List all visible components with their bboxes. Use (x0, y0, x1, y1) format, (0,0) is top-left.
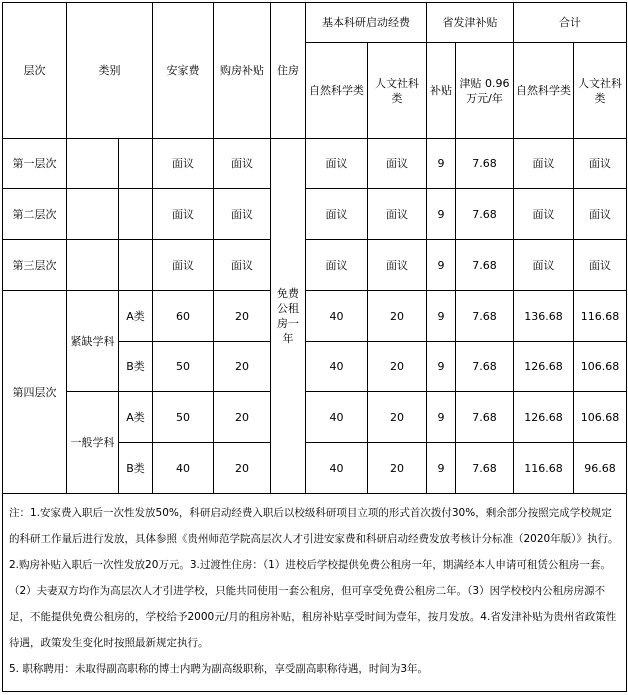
subsidy-value: 9 (427, 443, 456, 494)
class-cell (119, 240, 153, 291)
subsidy-value: 9 (427, 139, 456, 189)
category-cell (67, 139, 119, 189)
subject-group-label: 紧缺学科 (67, 291, 119, 392)
total-humanities-value: 106.68 (574, 342, 627, 392)
header-residence: 住房 (271, 3, 306, 139)
total-humanities-value: 106.68 (574, 392, 627, 443)
header-provincial-subsidy: 省发津补贴 (427, 3, 514, 43)
class-label: A类 (119, 392, 153, 443)
total-natural-value: 116.68 (514, 443, 574, 494)
subsidy-value: 9 (427, 392, 456, 443)
settle-fee-value: 50 (153, 392, 214, 443)
header-startup-natural: 自然科学类 (306, 43, 368, 139)
total-natural-value: 126.68 (514, 392, 574, 443)
startup-humanities-value: 20 (368, 342, 427, 392)
class-label: B类 (119, 342, 153, 392)
settle-fee-value: 面议 (153, 189, 214, 240)
allowance-value: 7.68 (456, 443, 514, 494)
table-row (3, 139, 627, 189)
level-label: 第四层次 (3, 291, 67, 494)
settle-fee-value: 面议 (153, 139, 214, 189)
allowance-value: 7.68 (456, 342, 514, 392)
allowance-value: 7.68 (456, 240, 514, 291)
header-allowance: 津贴 0.96 万元/年 (456, 43, 514, 139)
total-humanities-value: 面议 (574, 240, 627, 291)
total-humanities-value: 116.68 (574, 291, 627, 342)
startup-humanities-value: 面议 (368, 189, 427, 240)
total-humanities-value: 面议 (574, 139, 627, 189)
allowance-value: 7.68 (456, 392, 514, 443)
notes-row (3, 494, 627, 692)
header-total: 合计 (514, 3, 627, 43)
startup-natural-value: 面议 (306, 139, 368, 189)
residence-note: 免费公租房一年 (271, 139, 306, 494)
settle-fee-value: 50 (153, 342, 214, 392)
category-cell (67, 189, 119, 240)
total-natural-value: 面议 (514, 189, 574, 240)
allowance-value: 7.68 (456, 291, 514, 342)
recruitment-treatment-sheet (2, 2, 626, 692)
notes-paragraph: 注：1.安家费入职后一次性发放50%，科研启动经费入职后以校级科研项目立项的形式首次拨付30%，剩余部分按照完成学校规定的科研工作量后进行发放，具体参照《贵州师范学院高层次人才引进安家费和科研启动经费发放考核计分标准（2020年版）》执行。2.购房补贴入职后一次性发放20万元。3.过渡性住房：（1）进校后学校提供免费公租房一年，期满经本人申请可租赁公租房一套。（2）夫妻双方均作为高层次人才引进学校，只能共同使用一套公租房，但可享受免费公租房二年。（3）因学校校内公租房房源不足，不能提供免费公租房的，学校给予2000元/月的租房补贴，租房补贴享受时间为壹年，按月发放。4.省发津补贴为贵州省政策性待遇，政策发生变化时按照最新规定执行。 (9, 507, 619, 649)
housing-subsidy-value: 20 (214, 392, 271, 443)
header-housing-subsidy: 购房补贴 (214, 3, 271, 139)
header-settle-fee: 安家费 (153, 3, 214, 139)
startup-humanities-value: 20 (368, 443, 427, 494)
table-row (3, 189, 627, 240)
startup-humanities-value: 面议 (368, 139, 427, 189)
startup-humanities-value: 面议 (368, 240, 427, 291)
class-cell (119, 139, 153, 189)
startup-natural-value: 40 (306, 342, 368, 392)
startup-natural-value: 40 (306, 443, 368, 494)
settle-fee-value: 40 (153, 443, 214, 494)
table-row (3, 240, 627, 291)
total-natural-value: 126.68 (514, 342, 574, 392)
header-total-natural: 自然科学类 (514, 43, 574, 139)
settle-fee-value: 面议 (153, 240, 214, 291)
housing-subsidy-value: 面议 (214, 139, 271, 189)
total-natural-value: 面议 (514, 139, 574, 189)
header-level: 层次 (3, 3, 67, 139)
subsidy-value: 9 (427, 189, 456, 240)
startup-natural-value: 面议 (306, 240, 368, 291)
startup-natural-value: 面议 (306, 189, 368, 240)
startup-humanities-value: 20 (368, 291, 427, 342)
header-subsidy: 补贴 (427, 43, 456, 139)
housing-subsidy-value: 面议 (214, 189, 271, 240)
header-startup-humanities: 人文社科类 (368, 43, 427, 139)
total-humanities-value: 96.68 (574, 443, 627, 494)
class-label: A类 (119, 291, 153, 342)
total-humanities-value: 面议 (574, 189, 627, 240)
startup-natural-value: 40 (306, 392, 368, 443)
startup-humanities-value: 20 (368, 392, 427, 443)
header-total-humanities: 人文社科类 (574, 43, 627, 139)
subsidy-value: 9 (427, 240, 456, 291)
table-row (3, 291, 627, 342)
startup-natural-value: 40 (306, 291, 368, 342)
notes-cell (3, 494, 627, 692)
housing-subsidy-value: 20 (214, 342, 271, 392)
table-row (3, 392, 627, 443)
housing-subsidy-value: 20 (214, 443, 271, 494)
header-row-1 (3, 3, 627, 43)
level-label: 第一层次 (3, 139, 67, 189)
category-cell (67, 240, 119, 291)
class-label: B类 (119, 443, 153, 494)
class-cell (119, 189, 153, 240)
total-natural-value: 面议 (514, 240, 574, 291)
subject-group-label: 一般学科 (67, 392, 119, 494)
header-startup-fund: 基本科研启动经费 (306, 3, 427, 43)
housing-subsidy-value: 20 (214, 291, 271, 342)
housing-subsidy-value: 面议 (214, 240, 271, 291)
treatment-table (2, 2, 627, 692)
subsidy-value: 9 (427, 342, 456, 392)
settle-fee-value: 60 (153, 291, 214, 342)
level-label: 第二层次 (3, 189, 67, 240)
allowance-value: 7.68 (456, 189, 514, 240)
notes-paragraph-title-rule: 5. 职称聘用：未取得副高职称的博士内聘为副高级职称，享受副高职称待遇，时间为3年。 (9, 663, 429, 675)
header-category: 类别 (67, 3, 153, 139)
subsidy-value: 9 (427, 291, 456, 342)
level-label: 第三层次 (3, 240, 67, 291)
total-natural-value: 136.68 (514, 291, 574, 342)
allowance-value: 7.68 (456, 139, 514, 189)
